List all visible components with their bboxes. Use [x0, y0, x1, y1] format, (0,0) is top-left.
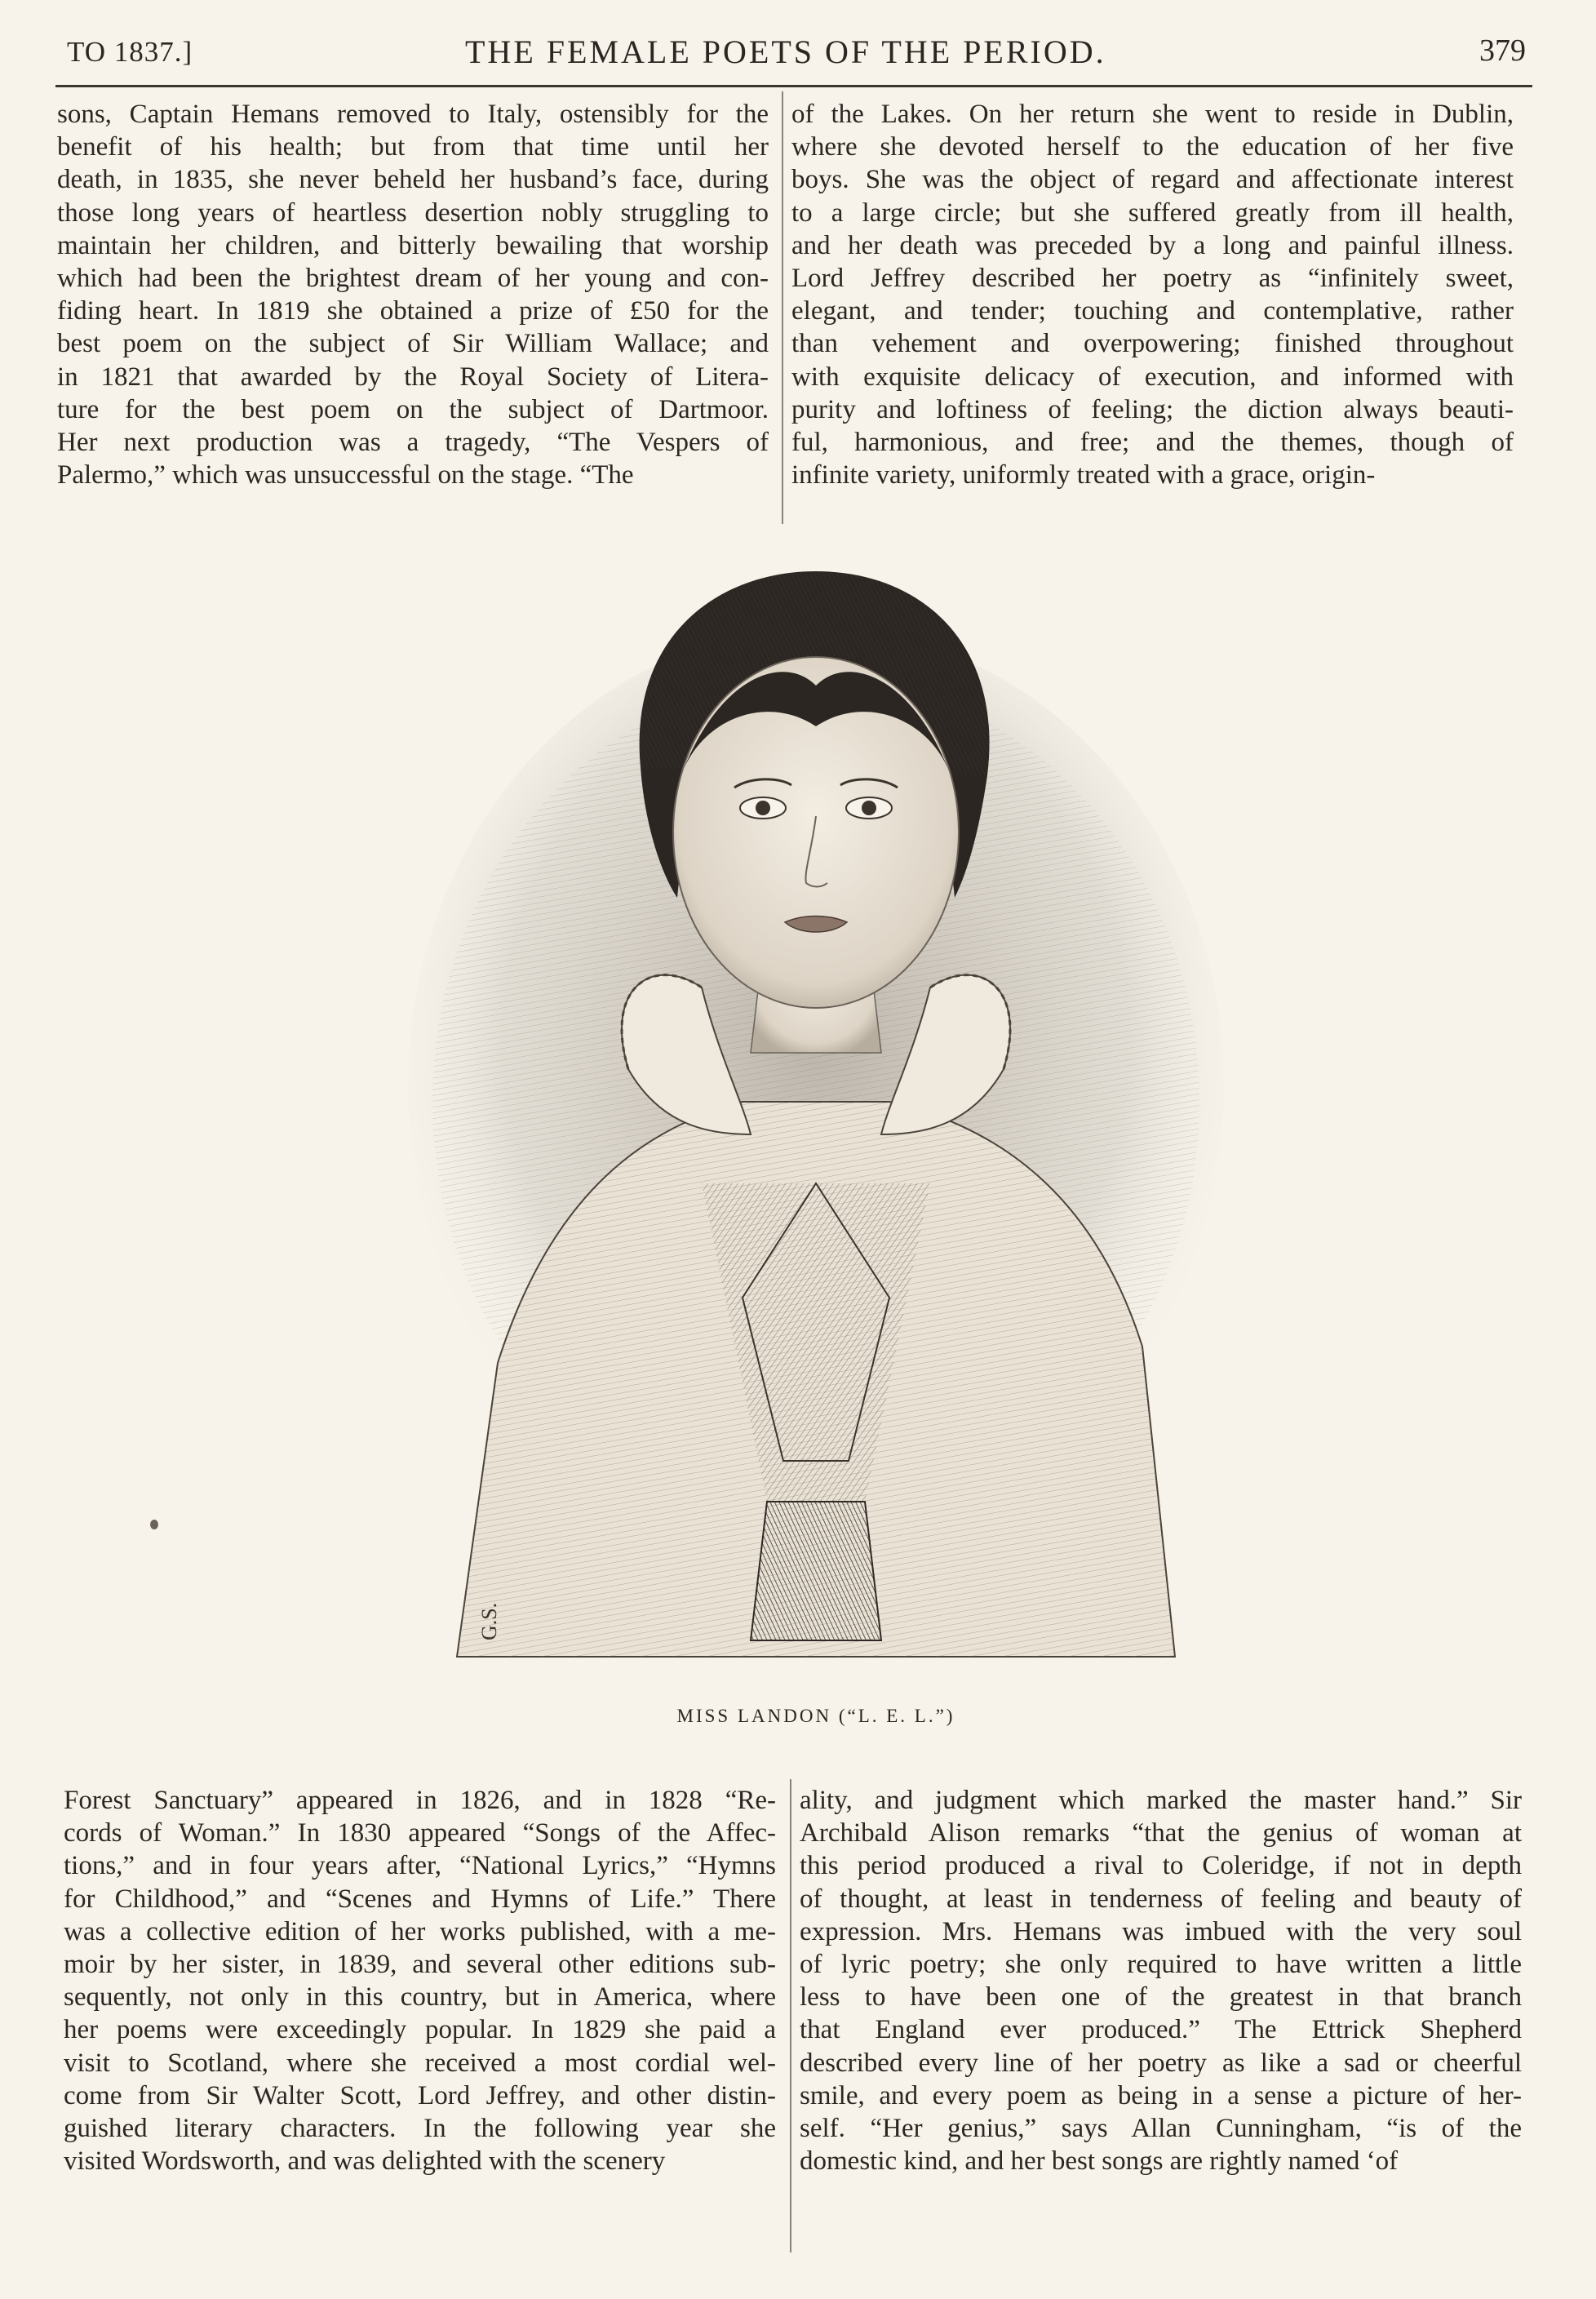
portrait-caption: MISS LANDON (“L. E. L.”)	[676, 1706, 955, 1726]
text-line: of lyric poetry; she only required to have written a little	[800, 1950, 1522, 1980]
page-number: 379	[1479, 33, 1526, 68]
text-line: with exquisite delicacy of execution, and informed with	[791, 362, 1514, 392]
text-line: that England ever produced.” The Ettrick Shepherd	[800, 2015, 1522, 2045]
column-bottom-left	[64, 1784, 776, 2177]
text-line: elegant, and tender; touching and contemplative, rather	[791, 296, 1514, 326]
header-title: THE FEMALE POETS OF THE PERIOD.	[465, 33, 1106, 70]
text-line: moir by her sister, in 1839, and several other editions sub-	[64, 1950, 776, 1980]
text-line: Archibald Alison remarks “that the genius of woman at	[800, 1818, 1522, 1849]
header-rule	[55, 85, 1532, 87]
text-line: benefit of his health; but from that time until her	[57, 132, 769, 162]
portrait-engraving	[359, 563, 1257, 1706]
text-line: ality, and judgment which marked the master hand.” Sir	[800, 1786, 1522, 1815]
text-line: which had been the brightest dream of her young and con-	[57, 264, 769, 294]
text-line: Palermo,” which was unsuccessful on the stage. “The	[57, 460, 634, 490]
text-line: domestic kind, and her best songs are rightly named ‘of	[800, 2146, 1399, 2177]
text-line: sons, Captain Hemans removed to Italy, ostensibly for the	[57, 100, 769, 129]
text-line: sequently, not only in this country, but in America, where	[64, 1982, 776, 2013]
column-top-right	[791, 98, 1514, 491]
text-line: where she devoted herself to the education of her five	[791, 132, 1514, 162]
text-line: those long years of heartless desertion nobly struggling to	[57, 198, 769, 228]
text-line: visited Wordsworth, and was delighted with the scenery	[64, 2146, 666, 2177]
text-line: purity and loftiness of feeling; the diction always beauti-	[791, 394, 1514, 424]
text-line: of thought, at least in tenderness of feeling and beauty of	[800, 1884, 1522, 1914]
text-line: best poem on the subject of Sir William Wallace; and	[57, 329, 769, 359]
text-line: described every line of her poetry as like a sad or cheerful	[800, 2048, 1522, 2078]
text-line: expression. Mrs. Hemans was imbued with the very soul	[800, 1916, 1522, 1946]
text-line: for Childhood,” and “Scenes and Hymns of Life.” There	[64, 1884, 776, 1914]
text-line: of the Lakes. On her return she went to reside in Dublin,	[791, 100, 1514, 129]
text-line: visit to Scotland, where she received a most cordial wel-	[64, 2048, 776, 2078]
ink-spot	[150, 1520, 158, 1529]
text-line: boys. She was the object of regard and affectionate interest	[791, 165, 1514, 195]
text-line: Her next production was a tragedy, “The Vespers of	[57, 428, 769, 458]
text-line: come from Sir Walter Scott, Lord Jeffrey, and other distin-	[64, 2080, 776, 2110]
text-line: death, in 1835, she never beheld her husband’s face, during	[57, 165, 769, 195]
header-date-range: TO 1837.]	[67, 36, 193, 68]
text-line: guished literary characters. In the following year she	[64, 2114, 776, 2144]
text-line: smile, and every poem as being in a sense a picture of her-	[800, 2080, 1522, 2110]
text-line: this period produced a rival to Coleridge, if not in depth	[800, 1851, 1522, 1881]
sash-bow	[751, 1502, 881, 1640]
text-line: in 1821 that awarded by the Royal Society of Litera-	[57, 362, 769, 392]
text-line: to a large circle; but she suffered greatly from ill health,	[791, 198, 1514, 228]
column-bottom-right	[800, 1784, 1522, 2177]
text-line: fiding heart. In 1819 she obtained a prize of £50 for the	[57, 296, 769, 326]
text-line: ture for the best poem on the subject of Dartmoor.	[57, 394, 769, 424]
column-top-left	[57, 98, 769, 491]
text-line: Forest Sanctuary” appeared in 1826, and in 1828 “Re-	[64, 1786, 776, 1815]
engraver-signature: G.S.	[477, 1602, 501, 1640]
text-line: her poems were exceedingly popular. In 1829 she paid a	[64, 2015, 776, 2045]
running-header	[57, 29, 1526, 78]
text-line: and her death was preceded by a long and painful illness.	[791, 230, 1514, 260]
text-line: ful, harmonious, and free; and the themes, though of	[791, 428, 1514, 458]
text-line: cords of Woman.” In 1830 appeared “Songs of the Affec-	[64, 1818, 776, 1849]
text-line: tions,” and in four years after, “National Lyrics,” “Hymns	[64, 1851, 776, 1881]
text-line: was a collective edition of her works published, with a me-	[64, 1916, 776, 1946]
column-divider-bottom	[790, 1779, 791, 2252]
text-line: less to have been one of the greatest in that branch	[800, 1982, 1522, 2013]
text-line: infinite variety, uniformly treated with a grace, origin-	[791, 460, 1376, 490]
column-divider-top	[782, 91, 783, 524]
text-line: maintain her children, and bitterly bewailing that worship	[57, 230, 769, 260]
text-line: than vehement and overpowering; finished throughout	[791, 329, 1514, 359]
text-line: self. “Her genius,” says Allan Cunningham, “is of the	[800, 2114, 1522, 2144]
text-line: Lord Jeffrey described her poetry as “infinitely sweet,	[791, 264, 1514, 294]
